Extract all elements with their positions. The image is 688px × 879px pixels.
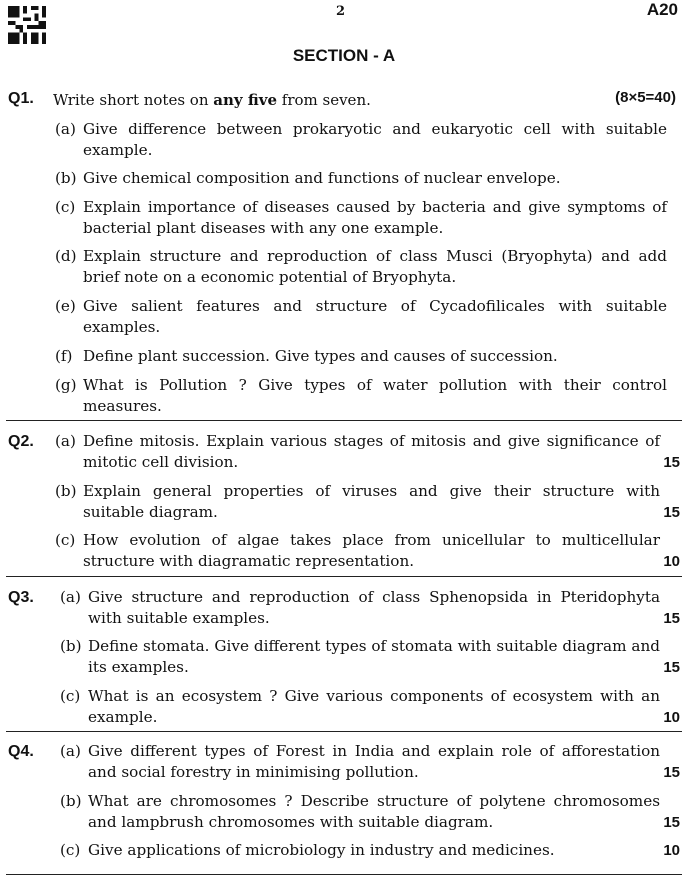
qr-code-icon	[8, 6, 46, 44]
question-number-q1: Q1.	[8, 90, 34, 107]
q1-marks: (8×5=40)	[615, 89, 676, 106]
divider-q2-q3	[6, 576, 682, 577]
divider-bottom	[6, 874, 682, 875]
paper-code: A20	[646, 0, 678, 19]
divider-q1-q2	[6, 420, 682, 421]
page-number: 2	[336, 4, 346, 19]
question-number-q2: Q2.	[8, 433, 34, 450]
q1-instruction: Write short notes on any five from seven.	[53, 91, 371, 109]
question-number-q3: Q3.	[8, 589, 34, 606]
divider-q3-q4	[6, 731, 682, 732]
question-number-q4: Q4.	[8, 743, 34, 760]
section-title: SECTION - A	[292, 46, 396, 65]
